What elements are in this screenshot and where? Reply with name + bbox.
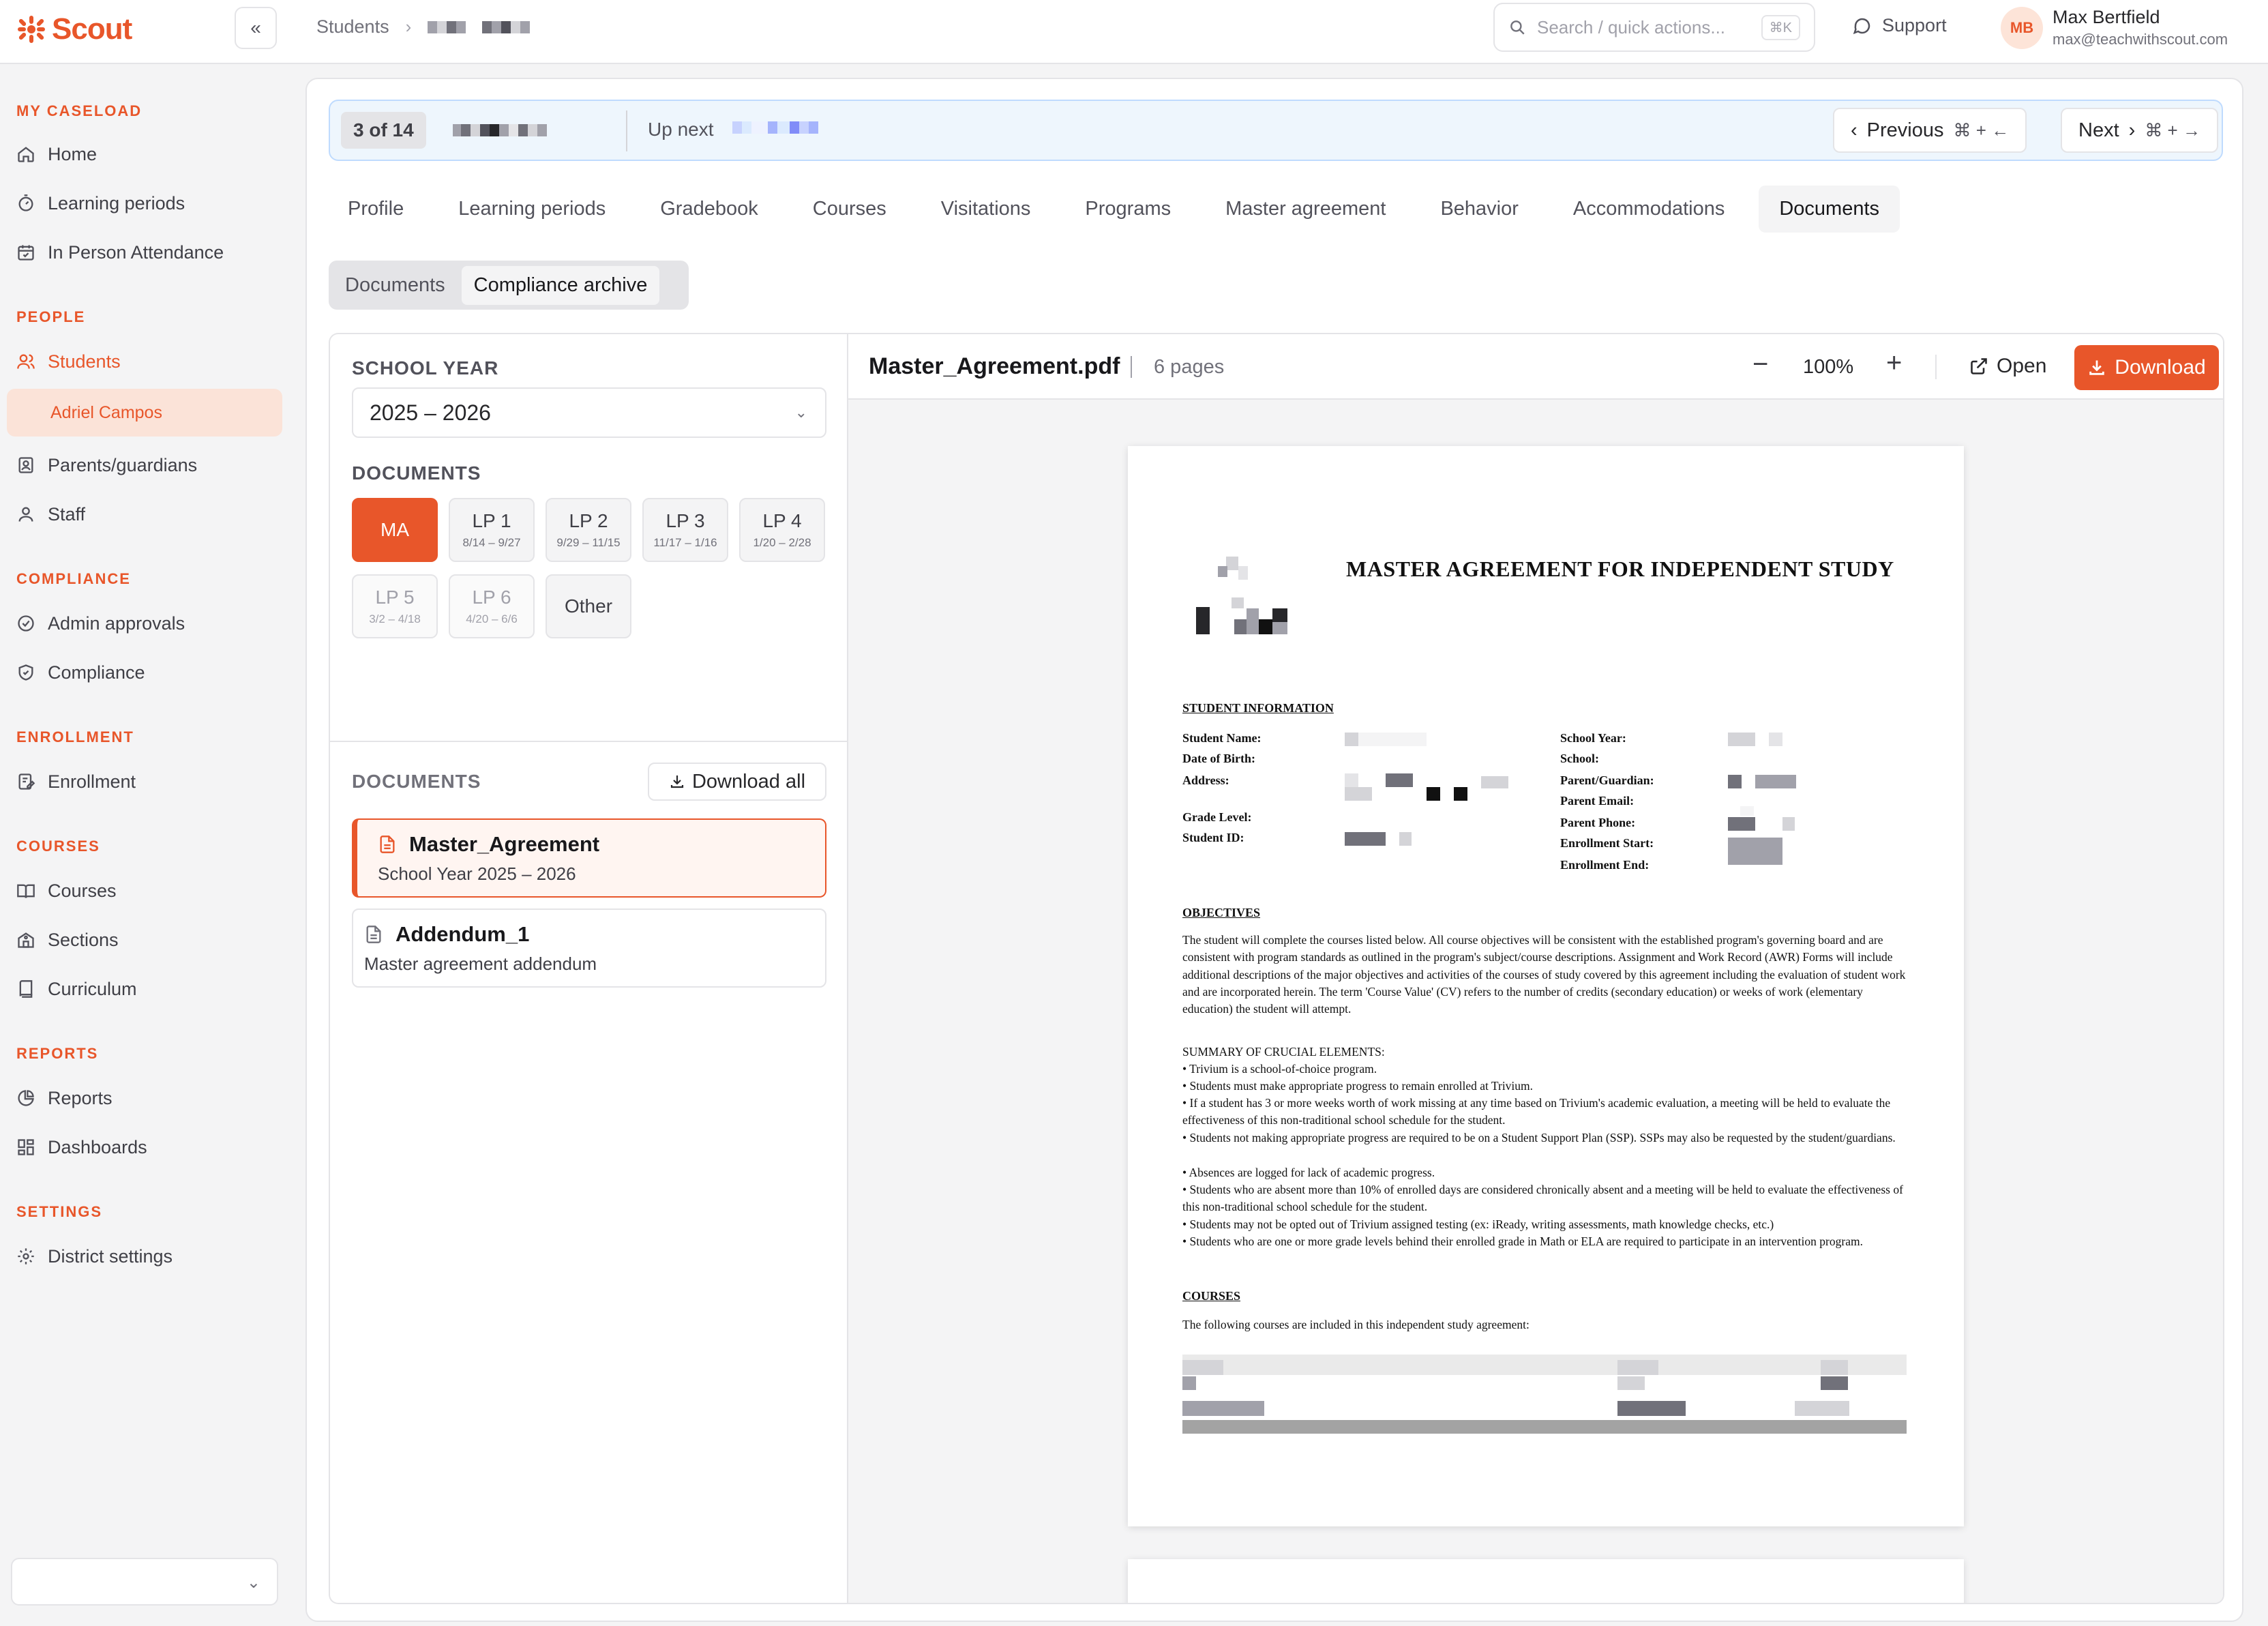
pdf-label: Date of Birth: (1182, 752, 1255, 765)
book-icon (16, 979, 35, 999)
breadcrumb-students[interactable]: Students (316, 16, 389, 37)
download-button[interactable] (2074, 345, 2219, 390)
sidebar-item-reports[interactable] (16, 1084, 113, 1112)
pdf-document-title: MASTER AGREEMENT FOR INDEPENDENT STUDY (1346, 557, 1894, 581)
timer-icon (16, 194, 35, 213)
redacted-cell (1821, 1376, 1848, 1390)
document-item-addendum[interactable] (352, 908, 826, 988)
sidebar-item-label: Dashboards (48, 1136, 147, 1157)
sidebar-item-staff[interactable] (16, 501, 85, 528)
sidebar-item-compliance[interactable] (16, 659, 145, 686)
users-icon (16, 352, 35, 371)
chip-label: LP 5 (375, 587, 415, 608)
sidebar-item-admin-approvals[interactable] (16, 610, 185, 637)
student-navigator (329, 100, 2223, 161)
pdf-bullet: • Students not making appropriate progress are required to be on a Student Support Plan (SSP). SSPs may also be requested by the student/guardians. (1182, 1131, 1896, 1144)
sidebar-item-students[interactable] (16, 348, 121, 375)
chip-label: MA (381, 519, 409, 540)
sidebar-item-label: District settings (48, 1245, 173, 1267)
pdf-canvas[interactable] (848, 400, 2224, 1604)
previous-student-button[interactable] (1833, 108, 2027, 153)
pdf-heading-objectives: OBJECTIVES (1182, 906, 1261, 919)
doc-chip-lp4[interactable] (739, 498, 825, 562)
previous-label: Previous (1866, 119, 1944, 141)
redacted-breadcrumb-1 (428, 21, 466, 33)
subtab-documents[interactable]: Documents (345, 274, 445, 296)
chip-range: 3/2 – 4/18 (369, 612, 421, 625)
documents-filter-label: DOCUMENTS (352, 462, 481, 484)
pdf-bullet: • Trivium is a school-of-choice program. (1182, 1062, 1377, 1076)
document-filters (329, 333, 847, 1604)
up-next-label: Up next (648, 119, 714, 140)
external-link-icon (1969, 357, 1988, 376)
chip-range: 1/20 – 2/28 (753, 536, 811, 549)
sidebar-item-parents[interactable] (16, 452, 197, 479)
sidebar-item-home[interactable] (16, 141, 97, 168)
doc-chip-lp6[interactable] (449, 574, 535, 638)
open-button[interactable] (1969, 355, 2046, 378)
doc-chip-lp1[interactable] (449, 498, 535, 562)
sidebar-item-district-settings[interactable] (16, 1243, 173, 1270)
redacted-value (1728, 733, 1755, 746)
doc-chip-other[interactable] (546, 574, 631, 638)
redacted-cell (1617, 1401, 1686, 1416)
section-reports: REPORTS (16, 1045, 99, 1062)
pdf-heading-courses: COURSES (1182, 1289, 1241, 1303)
chip-label: Other (564, 595, 613, 617)
check-circle-icon (16, 614, 35, 633)
pdf-label: Student Name: (1182, 731, 1262, 745)
redacted-cell (1617, 1360, 1658, 1375)
viewer-toolbar (848, 334, 2224, 400)
redacted-value (1345, 773, 1358, 787)
tab-visitations[interactable]: Visitations (940, 198, 1031, 220)
pdf-label: Parent Phone: (1560, 816, 1636, 829)
pdf-label: School Year: (1560, 731, 1626, 745)
pdf-label: Grade Level: (1182, 810, 1252, 824)
avatar[interactable]: MB (2001, 7, 2043, 49)
sidebar-item-label: Courses (48, 880, 117, 901)
pdf-bullet: • If a student has 3 or more weeks worth of work missing at any time based on Trivium's academic evaluation, a meeting will be held to evaluate the effectiveness of this non-traditional school schedule for the student. (1182, 1096, 1891, 1127)
sidebar-item-sections[interactable] (16, 926, 119, 954)
redacted-next-student (732, 121, 818, 134)
redacted-value (1345, 787, 1372, 801)
sidebar-item-attendance[interactable] (16, 239, 224, 266)
tab-behavior[interactable]: Behavior (1440, 198, 1519, 220)
message-icon (1852, 16, 1872, 36)
chip-label: LP 4 (762, 510, 802, 531)
document-name: Master_Agreement (409, 832, 600, 856)
tab-master-agreement[interactable]: Master agreement (1225, 198, 1386, 220)
doc-chip-lp2[interactable] (546, 498, 631, 562)
user-menu[interactable] (2053, 7, 2228, 48)
redacted-value (1386, 773, 1413, 787)
document-subtitle: Master agreement addendum (364, 954, 597, 974)
breadcrumb (316, 16, 530, 38)
next-student-button[interactable] (2061, 108, 2218, 153)
dashboard-icon (16, 1138, 35, 1157)
redacted-breadcrumb-2 (482, 21, 530, 33)
redacted-cell (1182, 1360, 1223, 1375)
zoom-level: 100% (1803, 356, 1854, 378)
gear-icon (16, 1247, 35, 1266)
sidebar-item-enrollment[interactable] (16, 768, 136, 795)
user-name: Max Bertfield (2053, 7, 2160, 27)
doc-chip-ma[interactable] (352, 498, 438, 562)
redacted-value (1728, 817, 1755, 831)
student-counter: 3 of 14 (341, 112, 426, 149)
subtab-compliance-archive[interactable]: Compliance archive (462, 266, 660, 305)
search-input[interactable] (1493, 3, 1815, 52)
previous-shortcut: ⌘ + ← (1953, 119, 2010, 141)
sidebar-item-curriculum[interactable] (16, 975, 137, 1003)
zoom-out-button[interactable]: − (1752, 349, 1769, 379)
open-label: Open (1997, 355, 2047, 377)
sidebar-item-label: Curriculum (48, 978, 137, 999)
pdf-courses-table-footer (1182, 1420, 1907, 1434)
school-icon (16, 930, 35, 949)
download-icon (669, 773, 685, 790)
doc-chip-lp5[interactable] (352, 574, 438, 638)
tab-documents[interactable]: Documents (1759, 186, 1900, 233)
pdf-bullet: • Students must make appropriate progress to remain enrolled at Trivium. (1182, 1079, 1534, 1093)
chip-label: LP 3 (666, 510, 705, 531)
redacted-value (1755, 775, 1796, 788)
pdf-page-2 (1128, 1559, 1964, 1604)
next-shortcut: ⌘ + → (2145, 119, 2200, 141)
redacted-value (1740, 806, 1754, 816)
chip-range: 9/29 – 11/15 (556, 536, 621, 549)
tab-profile[interactable]: Profile (348, 198, 404, 220)
doc-chip-lp3[interactable] (642, 498, 728, 562)
pdf-label: Address: (1182, 773, 1229, 787)
redacted-value (1454, 787, 1467, 801)
sidebar-item-dashboards[interactable] (16, 1134, 147, 1161)
section-courses: COURSES (16, 838, 100, 855)
pdf-page-count: 6 pages (1154, 356, 1225, 378)
redacted-cell (1182, 1376, 1196, 1390)
shield-check-icon (16, 663, 35, 682)
pdf-bullet: • Absences are logged for lack of academic progress. (1182, 1166, 1435, 1179)
scout-logo-icon (16, 14, 46, 44)
sidebar-item-active-student[interactable]: Adriel Campos (7, 389, 282, 437)
home-icon (16, 145, 35, 164)
download-icon (2087, 358, 2106, 377)
pdf-label: Parent/Guardian: (1560, 773, 1654, 787)
student-tabs (327, 186, 1913, 233)
redacted-cell (1795, 1401, 1849, 1416)
pdf-label: Enrollment Start: (1560, 836, 1654, 850)
sidebar-item-label: In Person Attendance (48, 241, 224, 263)
redacted-school-logo (1196, 557, 1264, 638)
section-enrollment: ENROLLMENT (16, 728, 134, 745)
documents-view-toggle (329, 261, 689, 310)
support-label: Support (1882, 15, 1947, 35)
user-icon (16, 505, 35, 524)
chip-label: LP 6 (472, 587, 511, 608)
redacted-value (1481, 776, 1508, 788)
redacted-value (1345, 832, 1386, 846)
search-placeholder: Search / quick actions... (1537, 16, 1726, 38)
top-bar (0, 0, 2268, 64)
sidebar-item-learning-periods[interactable] (16, 190, 185, 217)
collapse-sidebar-button[interactable] (235, 7, 277, 49)
school-year-value: 2025 – 2026 (370, 400, 491, 425)
redacted-cell (1821, 1360, 1848, 1375)
sidebar-item-label: Learning periods (48, 192, 185, 213)
chip-range: 8/14 – 9/27 (462, 536, 521, 549)
pdf-page-1 (1128, 446, 1964, 1526)
app-name: Scout (52, 12, 132, 46)
next-label: Next (2078, 119, 2119, 141)
main-panel (305, 78, 2243, 1622)
redacted-value (1427, 787, 1440, 801)
pdf-summary-heading: SUMMARY OF CRUCIAL ELEMENTS: (1182, 1045, 1385, 1059)
redacted-value (1769, 733, 1782, 746)
file-text-icon (364, 924, 383, 945)
tab-accommodations[interactable]: Accommodations (1572, 198, 1725, 220)
pdf-courses-table-header (1182, 1355, 1907, 1375)
sidebar-item-courses[interactable] (16, 877, 117, 904)
download-all-button[interactable] (648, 763, 826, 801)
chevron-left-icon: ‹ (1851, 119, 1857, 141)
sidebar (0, 64, 303, 1626)
download-all-label: Download all (691, 770, 806, 793)
sidebar-item-label: Home (48, 143, 98, 164)
redacted-student-name (453, 124, 547, 136)
sidebar-item-label: Compliance (48, 662, 145, 683)
school-year-select[interactable] (352, 387, 826, 438)
app-logo[interactable] (16, 12, 132, 46)
section-people: PEOPLE (16, 308, 86, 325)
divider (330, 741, 847, 742)
tab-gradebook[interactable]: Gradebook (660, 198, 758, 220)
pdf-label: Parent Email: (1560, 794, 1635, 808)
pdf-bullet: • Students who are one or more grade levels behind their enrolled grade in Math or ELA are required to participate in an intervention program. (1182, 1235, 1863, 1248)
chevron-down-icon: ⌄ (246, 1573, 260, 1592)
tab-courses[interactable]: Courses (812, 198, 886, 220)
calendar-check-icon (16, 243, 35, 262)
redacted-cell (1617, 1376, 1645, 1390)
document-subtitle: School Year 2025 – 2026 (378, 863, 576, 884)
user-email: max@teachwithscout.com (2053, 31, 2228, 48)
redacted-value (1728, 838, 1782, 865)
document-item-master-agreement[interactable] (352, 818, 826, 898)
sidebar-item-label: Students (48, 351, 121, 372)
pdf-viewer (847, 333, 2224, 1604)
download-label: Download (2115, 356, 2206, 379)
search-shortcut: ⌘K (1761, 15, 1800, 40)
redacted-value (1728, 775, 1742, 788)
school-year-label: SCHOOL YEAR (352, 357, 499, 379)
divider (626, 110, 627, 151)
sidebar-item-label: Reports (48, 1087, 113, 1108)
document-name: Addendum_1 (396, 922, 530, 946)
chevron-right-icon: › (2128, 119, 2136, 141)
chevrons-left-icon: « (250, 17, 261, 38)
pdf-label: School: (1560, 752, 1600, 765)
book-open-icon (16, 881, 35, 900)
chip-range: 4/20 – 6/6 (466, 612, 518, 625)
pdf-bullet: • Students who are absent more than 10% of enrolled days are considered chronically absent and a meeting will be held to evaluate the effectiveness of this non-traditional school schedule for the student. (1182, 1183, 1903, 1214)
tab-learning-periods[interactable]: Learning periods (458, 198, 606, 220)
edit-document-icon (16, 772, 35, 791)
pie-chart-icon (16, 1089, 35, 1108)
pdf-bullet: • Students may not be opted out of Trivium assigned testing (ex: iReady, writing assessments, math knowledge checks, etc.) (1182, 1217, 1774, 1231)
search-icon (1508, 18, 1526, 36)
zoom-in-button[interactable]: + (1886, 348, 1903, 378)
redacted-value (1399, 832, 1412, 846)
sidebar-item-label: Sections (48, 929, 119, 950)
chip-label: LP 1 (472, 510, 511, 531)
sidebar-item-label: Staff (48, 503, 86, 524)
divider (1131, 356, 1132, 378)
contact-icon (16, 456, 35, 475)
sidebar-bottom-select[interactable] (11, 1558, 278, 1606)
pdf-courses-text: The following courses are included in this independent study agreement: (1182, 1318, 1530, 1331)
section-compliance: COMPLIANCE (16, 570, 131, 587)
pdf-objectives-text: The student will complete the courses listed below. All course objectives will be consistent with the established program's governing board and are consistent with program standards as outlined in the program's subject/course descriptions. Assignment and Work Record (AWR) Forms will include additional descriptions of the major objectives and activities of the courses of study covered by this agreement including the evaluation of student work and are incorporated herein. The term 'Course Value' (CV) refers to the number of credits (secondary education) or weeks of work (elementary education) the student will attempt. (1182, 933, 1906, 1016)
chip-label: LP 2 (569, 510, 608, 531)
pdf-label: Enrollment End: (1560, 858, 1650, 872)
chip-range: 11/17 – 1/16 (653, 536, 717, 549)
tab-programs[interactable]: Programs (1085, 198, 1172, 220)
redacted-value (1345, 733, 1358, 746)
sidebar-item-label: Admin approvals (48, 612, 185, 634)
section-settings: SETTINGS (16, 1203, 103, 1220)
redacted-value (1782, 817, 1795, 831)
documents-list-label: DOCUMENTS (352, 771, 481, 792)
redacted-cell (1182, 1401, 1264, 1416)
sidebar-item-label: Parents/guardians (48, 454, 198, 475)
section-my-caseload: MY CASELOAD (16, 102, 143, 119)
pdf-heading-student-info: STUDENT INFORMATION (1182, 701, 1334, 715)
file-text-icon (378, 834, 397, 855)
chevron-down-icon: ⌄ (794, 404, 807, 421)
pdf-filename: Master_Agreement.pdf (869, 353, 1120, 379)
divider (1935, 355, 1937, 379)
chevron-right-icon: › (405, 16, 412, 37)
pdf-label: Student ID: (1182, 831, 1244, 844)
sidebar-item-label: Enrollment (48, 771, 136, 792)
support-button[interactable] (1852, 15, 1947, 36)
